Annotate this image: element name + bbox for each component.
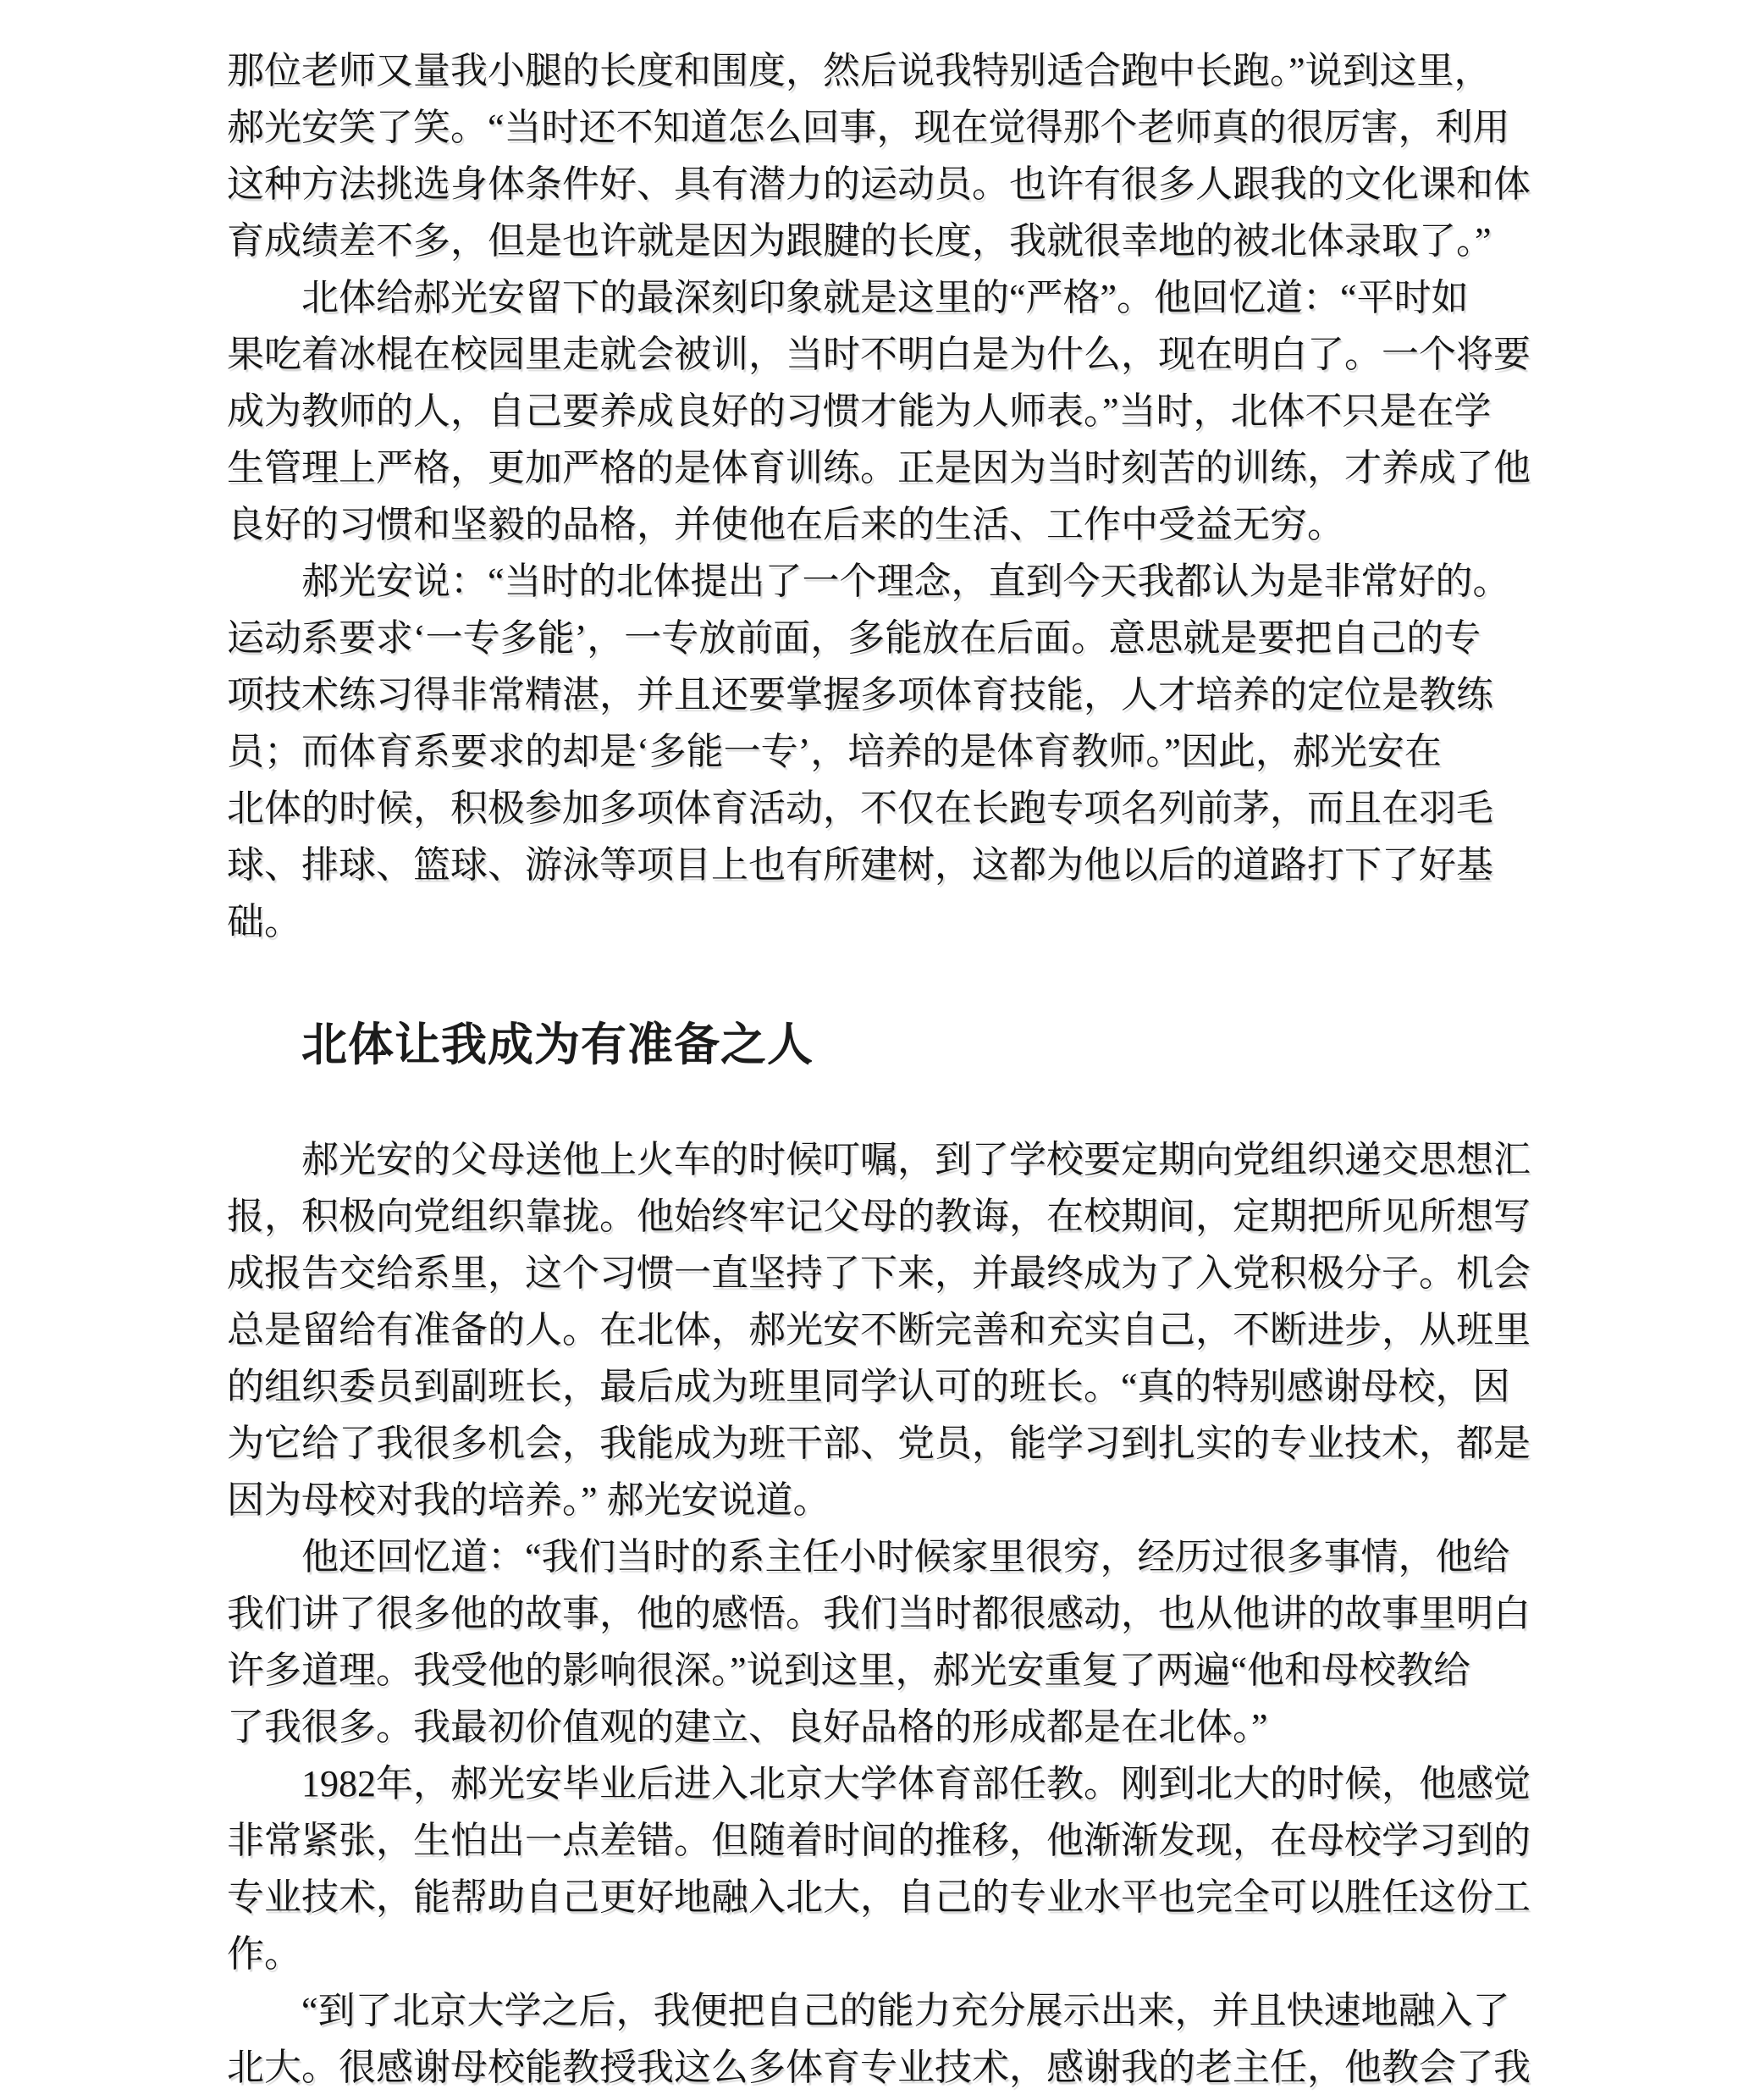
text-line: 了我很多。我最初价值观的建立、良好品格的形成都是在北体。” [227,1706,1268,1748]
text-line: 他还回忆道：“我们当时的系主任小时候家里很穷，经历过很多事情，他给 [301,1536,1510,1578]
text-line: 那位老师又量我小腿的长度和围度，然后说我特别适合跑中长跑。”说到这里， [227,50,1492,91]
text-line: 北体的时候，积极参加多项体育活动，不仅在长跑专项名列前茅，而且在羽毛 [227,788,1493,829]
text-line: 运动系要求‘一专多能’，一专放前面，多能放在后面。意思就是要把自己的专 [227,617,1481,659]
text-line: 非常紧张，生怕出一点差错。但随着时间的推移，他渐渐发现，在母校学习到的 [227,1820,1531,1861]
text-line: 郝光安笑了笑。“当时还不知道怎么回事，现在觉得那个老师真的很厉害，利用 [227,107,1510,148]
text-line: 这种方法挑选身体条件好、具有潜力的运动员。也许有很多人跟我的文化课和体 [227,163,1531,205]
text-line: 郝光安说：“当时的北体提出了一个理念，直到今天我都认为是非常好的。 [301,561,1510,602]
text-line: 郝光安的父母送他上火车的时候叮嘱，到了学校要定期向党组织递交思想汇 [301,1139,1531,1180]
text-line: 因为母校对我的培养。” 郝光安说道。 [227,1479,830,1521]
text-line: 总是留给有准备的人。在北体，郝光安不断完善和充实自己，不断进步，从班里 [227,1309,1531,1351]
text-line: 员；而体育系要求的却是‘多能一专’，培养的是体育教师。”因此，郝光安在 [227,731,1442,772]
paragraph [227,1131,1544,1528]
section-heading: 北体让我成为有准备之人 [301,1020,814,1070]
text-line: 成报告交给系里，这个习惯一直坚持了下来，并最终成为了入党积极分子。机会 [227,1252,1531,1294]
text-line: 项技术练习得非常精湛，并且还要掌握多项体育技能，人才培养的定位是教练 [227,674,1493,716]
text-line: 我们讲了很多他的故事，他的感悟。我们当时都很感动，也从他讲的故事里明白 [227,1593,1531,1634]
paragraph [227,1982,1544,2096]
paragraph-continuation [227,42,1544,269]
paragraph [227,1755,1544,1982]
paragraph [227,553,1544,950]
text-line: 果吃着冰棍在校园里走就会被训，当时不明白是为什么，现在明白了。一个将要 [227,334,1531,375]
text-line: 专业技术，能帮助自己更好地融入北大，自己的专业水平也完全可以胜任这份工 [227,1876,1531,1918]
text-line: 1982年，郝光安毕业后进入北京大学体育部任教。刚到北大的时候，他感觉 [301,1763,1531,1804]
paragraph [227,1528,1544,1755]
text-line: 的组织委员到副班长，最后成为班里同学认可的班长。“真的特别感谢母校，因 [227,1366,1510,1407]
text-line: 许多道理。我受他的影响很深。”说到这里，郝光安重复了两遍“他和母校教给 [227,1650,1471,1691]
paragraph [227,269,1544,553]
text-line: 作。 [227,1933,301,1975]
text-line: “到了北京大学之后，我便把自己的能力充分展示出来，并且快速地融入了 [301,1990,1510,2031]
text-line: 成为教师的人，自己要养成良好的习惯才能为人师表。”当时，北体不只是在学 [227,390,1492,432]
text-line: 为它给了我很多机会，我能成为班干部、党员，能学习到扎实的专业技术，都是 [227,1423,1531,1464]
text-line: 础。 [227,901,301,942]
text-line: 北大。很感谢母校能教授我这么多体育专业技术，感谢我的老主任，他教会了我 [227,2047,1531,2088]
text-column [227,0,1544,2096]
text-line: 球、排球、篮球、游泳等项目上也有所建树，这都为他以后的道路打下了好基 [227,844,1493,886]
text-line: 北体给郝光安留下的最深刻印象就是这里的“严格”。他回忆道：“平时如 [301,277,1469,318]
text-line: 良好的习惯和坚毅的品格，并使他在后来的生活、工作中受益无穷。 [227,504,1344,545]
text-line: 报，积极向党组织靠拢。他始终牢记父母的教诲，在校期间，定期把所见所想写 [227,1196,1531,1237]
text-line: 育成绩差不多，但是也许就是因为跟腱的长度，我就很幸地的被北体录取了。” [227,220,1492,262]
text-line: 生管理上严格，更加严格的是体育训练。正是因为当时刻苦的训练，才养成了他 [227,447,1531,489]
